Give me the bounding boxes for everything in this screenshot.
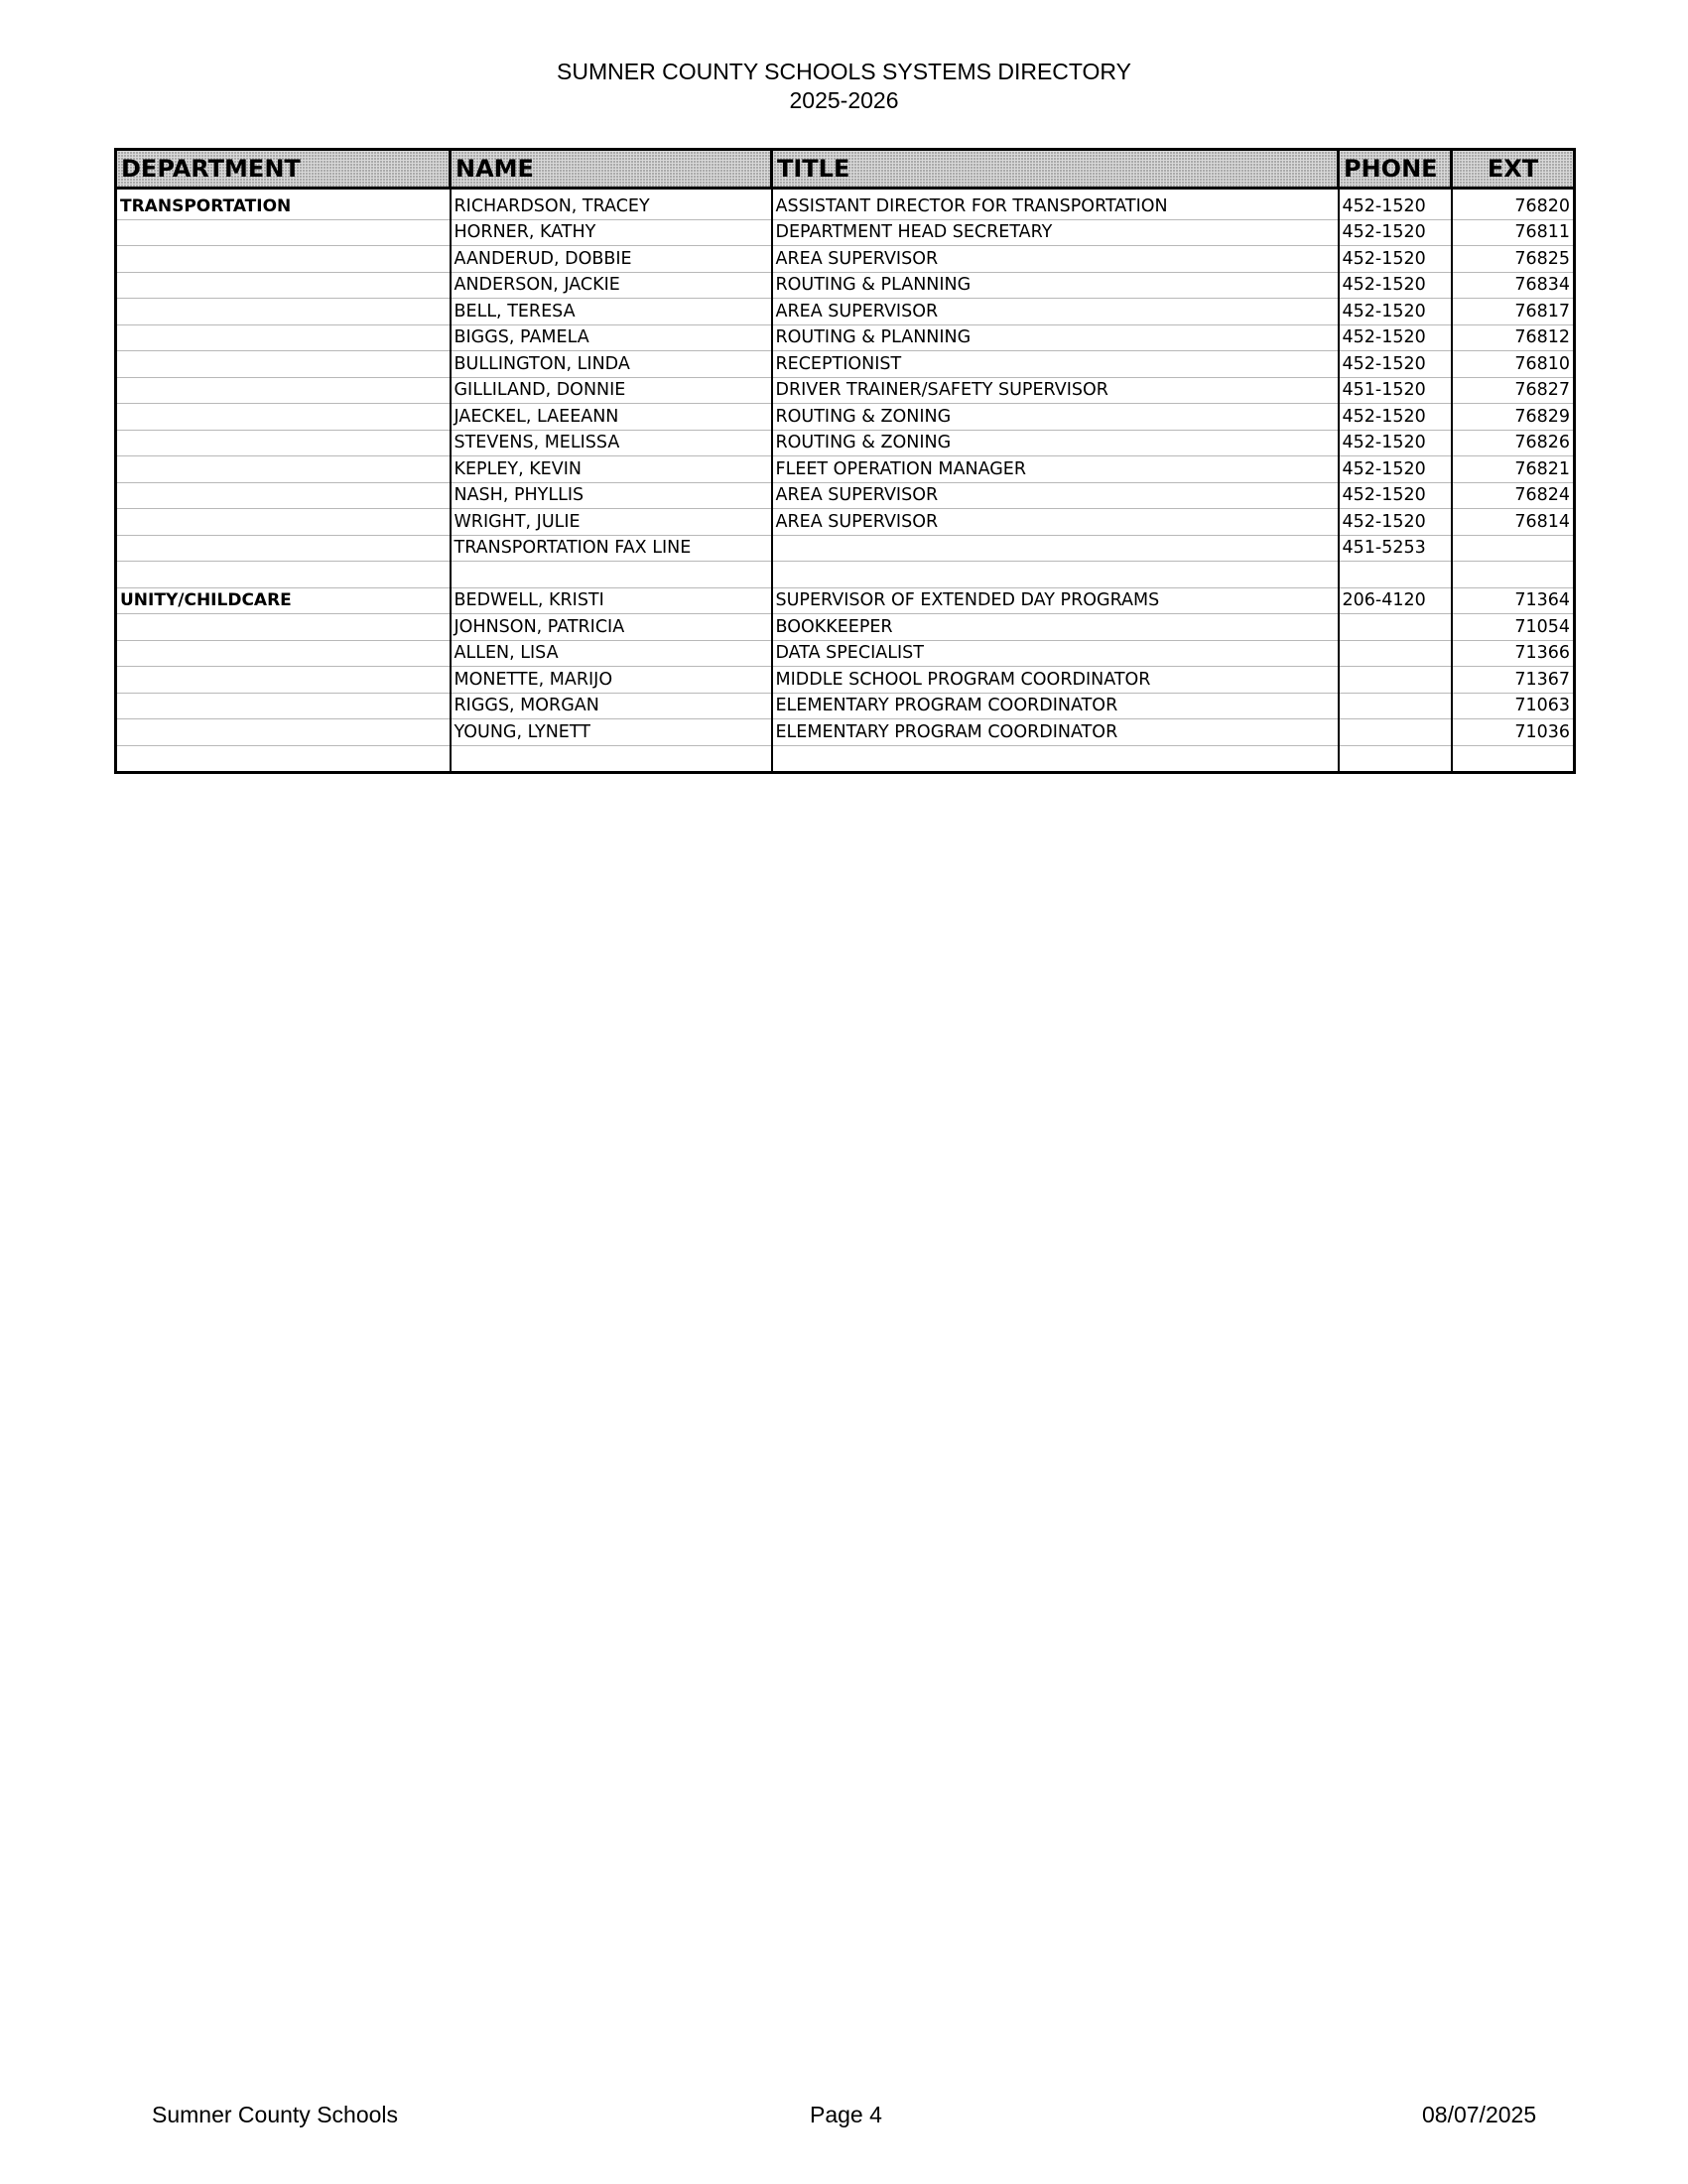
cell-phone: 452-1520 <box>1339 324 1452 351</box>
table-row <box>116 246 1575 273</box>
cell-phone: 452-1520 <box>1339 299 1452 325</box>
cell-ext: 76829 <box>1452 404 1575 431</box>
table-row <box>116 189 1575 220</box>
cell-name: TRANSPORTATION FAX LINE <box>451 535 772 562</box>
cell-ext: 71054 <box>1452 614 1575 641</box>
table-row <box>116 351 1575 378</box>
cell-phone: 451-1520 <box>1339 377 1452 404</box>
cell-ext: 76820 <box>1452 189 1575 220</box>
cell-title: FLEET OPERATION MANAGER <box>772 456 1339 483</box>
cell-title: SUPERVISOR OF EXTENDED DAY PROGRAMS <box>772 587 1339 614</box>
cell-name: GILLILAND, DONNIE <box>451 377 772 404</box>
cell-ext: 76825 <box>1452 246 1575 273</box>
cell-ext <box>1452 745 1575 773</box>
cell-phone: 452-1520 <box>1339 246 1452 273</box>
cell-department <box>116 377 451 404</box>
cell-name <box>451 562 772 588</box>
cell-title: AREA SUPERVISOR <box>772 299 1339 325</box>
cell-title: ELEMENTARY PROGRAM COORDINATOR <box>772 693 1339 719</box>
cell-department <box>116 219 451 246</box>
table-row <box>116 404 1575 431</box>
column-header-title: TITLE <box>772 150 1339 189</box>
cell-department <box>116 719 451 746</box>
cell-title: AREA SUPERVISOR <box>772 509 1339 536</box>
table-row <box>116 324 1575 351</box>
cell-name: BELL, TERESA <box>451 299 772 325</box>
cell-department <box>116 693 451 719</box>
table-row <box>116 535 1575 562</box>
cell-title: ROUTING & ZONING <box>772 404 1339 431</box>
cell-name: NASH, PHYLLIS <box>451 482 772 509</box>
cell-phone <box>1339 719 1452 746</box>
cell-ext: 71367 <box>1452 667 1575 694</box>
cell-department <box>116 456 451 483</box>
footer-organization: Sumner County Schools <box>152 2102 399 2127</box>
cell-title <box>772 562 1339 588</box>
table-row <box>116 456 1575 483</box>
table-row <box>116 299 1575 325</box>
cell-phone: 452-1520 <box>1339 509 1452 536</box>
cell-name: RIGGS, MORGAN <box>451 693 772 719</box>
cell-department <box>116 299 451 325</box>
cell-ext: 76821 <box>1452 456 1575 483</box>
cell-ext: 76826 <box>1452 430 1575 456</box>
cell-ext <box>1452 535 1575 562</box>
cell-department <box>116 562 451 588</box>
table-row <box>116 719 1575 746</box>
table-row <box>116 272 1575 299</box>
cell-title: BOOKKEEPER <box>772 614 1339 641</box>
cell-title <box>772 745 1339 773</box>
cell-ext: 76824 <box>1452 482 1575 509</box>
cell-ext: 71063 <box>1452 693 1575 719</box>
column-header-department: DEPARTMENT <box>116 150 451 189</box>
table-header-row <box>116 150 1575 189</box>
cell-title: DEPARTMENT HEAD SECRETARY <box>772 219 1339 246</box>
cell-ext: 76817 <box>1452 299 1575 325</box>
table-row <box>116 562 1575 588</box>
cell-phone: 452-1520 <box>1339 430 1452 456</box>
column-header-ext: EXT <box>1452 150 1575 189</box>
cell-ext: 76827 <box>1452 377 1575 404</box>
cell-name: YOUNG, LYNETT <box>451 719 772 746</box>
cell-ext: 76811 <box>1452 219 1575 246</box>
cell-ext: 71364 <box>1452 587 1575 614</box>
cell-department <box>116 745 451 773</box>
cell-name: ANDERSON, JACKIE <box>451 272 772 299</box>
cell-department: TRANSPORTATION <box>116 189 451 220</box>
cell-name <box>451 745 772 773</box>
cell-title: ROUTING & PLANNING <box>772 272 1339 299</box>
directory-year: 2025-2026 <box>789 87 899 113</box>
table-row <box>116 667 1575 694</box>
cell-phone: 452-1520 <box>1339 219 1452 246</box>
cell-phone <box>1339 667 1452 694</box>
cell-name: BULLINGTON, LINDA <box>451 351 772 378</box>
column-header-name: NAME <box>451 150 772 189</box>
cell-ext: 76812 <box>1452 324 1575 351</box>
cell-title: ROUTING & ZONING <box>772 430 1339 456</box>
cell-department <box>116 509 451 536</box>
cell-ext: 76810 <box>1452 351 1575 378</box>
cell-department <box>116 272 451 299</box>
table-row <box>116 745 1575 773</box>
table-row <box>116 377 1575 404</box>
cell-department <box>116 535 451 562</box>
cell-department <box>116 482 451 509</box>
cell-phone: 452-1520 <box>1339 351 1452 378</box>
cell-department <box>116 246 451 273</box>
cell-name: STEVENS, MELISSA <box>451 430 772 456</box>
footer-page-number: Page 4 <box>810 2102 882 2127</box>
cell-name: WRIGHT, JULIE <box>451 509 772 536</box>
cell-department <box>116 324 451 351</box>
cell-phone <box>1339 745 1452 773</box>
cell-phone: 452-1520 <box>1339 404 1452 431</box>
cell-department <box>116 351 451 378</box>
page-header <box>0 58 1688 115</box>
cell-department <box>116 430 451 456</box>
cell-phone <box>1339 693 1452 719</box>
cell-phone: 206-4120 <box>1339 587 1452 614</box>
cell-ext: 71366 <box>1452 640 1575 667</box>
cell-name: JAECKEL, LAEEANN <box>451 404 772 431</box>
cell-name: KEPLEY, KEVIN <box>451 456 772 483</box>
footer-date: 08/07/2025 <box>1422 2102 1537 2127</box>
cell-phone: 452-1520 <box>1339 482 1452 509</box>
directory-title: SUMNER COUNTY SCHOOLS SYSTEMS DIRECTORY <box>557 59 1131 84</box>
cell-ext: 76834 <box>1452 272 1575 299</box>
cell-name: RICHARDSON, TRACEY <box>451 189 772 220</box>
table-row <box>116 693 1575 719</box>
cell-department <box>116 614 451 641</box>
cell-title: AREA SUPERVISOR <box>772 246 1339 273</box>
cell-department: UNITY/CHILDCARE <box>116 587 451 614</box>
cell-phone: 452-1520 <box>1339 189 1452 220</box>
table-row <box>116 219 1575 246</box>
cell-title: ROUTING & PLANNING <box>772 324 1339 351</box>
cell-title: MIDDLE SCHOOL PROGRAM COORDINATOR <box>772 667 1339 694</box>
cell-title <box>772 535 1339 562</box>
table-row <box>116 640 1575 667</box>
cell-title: DRIVER TRAINER/SAFETY SUPERVISOR <box>772 377 1339 404</box>
table-row <box>116 587 1575 614</box>
cell-ext <box>1452 562 1575 588</box>
cell-name: HORNER, KATHY <box>451 219 772 246</box>
cell-department <box>116 404 451 431</box>
cell-name: BEDWELL, KRISTI <box>451 587 772 614</box>
table-row <box>116 614 1575 641</box>
cell-phone <box>1339 640 1452 667</box>
cell-phone: 452-1520 <box>1339 456 1452 483</box>
cell-phone <box>1339 614 1452 641</box>
cell-name: ALLEN, LISA <box>451 640 772 667</box>
cell-name: AANDERUD, DOBBIE <box>451 246 772 273</box>
cell-phone: 452-1520 <box>1339 272 1452 299</box>
cell-department <box>116 640 451 667</box>
cell-department <box>116 667 451 694</box>
directory-table <box>114 148 1576 774</box>
cell-title: ELEMENTARY PROGRAM COORDINATOR <box>772 719 1339 746</box>
cell-title: DATA SPECIALIST <box>772 640 1339 667</box>
cell-name: BIGGS, PAMELA <box>451 324 772 351</box>
cell-ext: 76814 <box>1452 509 1575 536</box>
table-row <box>116 509 1575 536</box>
cell-name: JOHNSON, PATRICIA <box>451 614 772 641</box>
column-header-phone: PHONE <box>1339 150 1452 189</box>
cell-phone <box>1339 562 1452 588</box>
cell-name: MONETTE, MARIJO <box>451 667 772 694</box>
table-row <box>116 430 1575 456</box>
cell-ext: 71036 <box>1452 719 1575 746</box>
table-row <box>116 482 1575 509</box>
table-body <box>116 189 1575 773</box>
cell-title: ASSISTANT DIRECTOR FOR TRANSPORTATION <box>772 189 1339 220</box>
cell-title: RECEPTIONIST <box>772 351 1339 378</box>
cell-phone: 451-5253 <box>1339 535 1452 562</box>
cell-title: AREA SUPERVISOR <box>772 482 1339 509</box>
